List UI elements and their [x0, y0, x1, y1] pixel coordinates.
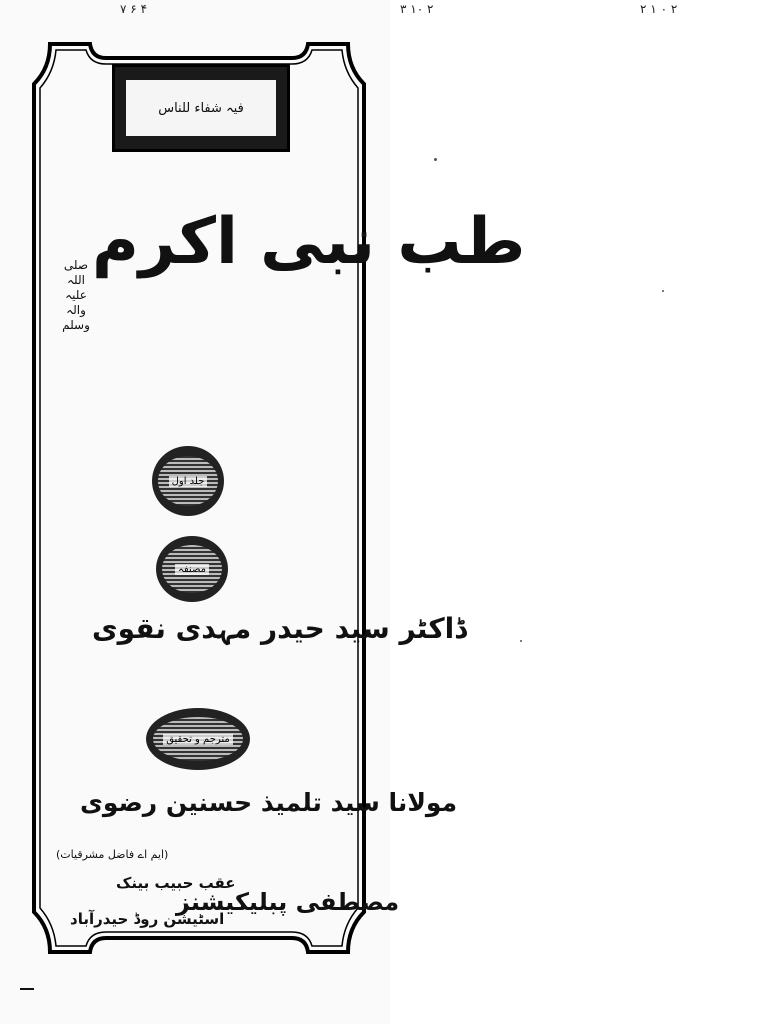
author-oval [156, 536, 228, 602]
translator-oval [146, 708, 250, 770]
page-mark-top-right: ۲ ۰ ۱ ۲ [640, 2, 678, 16]
volume-oval [152, 446, 224, 516]
translator-name: مولانا سید تلمیذ حسنین رضوی [80, 788, 458, 817]
publisher-name: مصطفی پبلیکیشنز [176, 888, 400, 916]
translator-qualification: (ایم اے فاضل مشرقیات) [56, 848, 169, 861]
volume-label: جلد اول [169, 476, 208, 487]
cover-banner [112, 64, 290, 152]
book-title: طب نبی اکرم [92, 205, 526, 279]
publisher-address-line-2: اسٹیشن روڈ حیدرآباد [70, 910, 225, 928]
publisher-address-line-1: عقب حبیب بینک [116, 874, 236, 892]
right-page [390, 0, 768, 1024]
page-mark-top-middle: ۲ ۱۰ ۳ [400, 2, 434, 16]
page-mark-top-left: ۴ ۶ ۷ [120, 2, 148, 16]
author-name: ڈاکٹر سید حیدر مہدی نقوی [92, 612, 467, 645]
banner-text: فیہ شفاء للناس [126, 80, 276, 136]
scan-mark [20, 988, 34, 990]
scan-speck [520, 640, 522, 642]
scan-speck [434, 158, 437, 161]
translator-heading-label: مترجم و تحقیق [163, 734, 233, 745]
salutation-text: صلی اللہ علیہ والہ وسلم [62, 258, 90, 332]
scan-speck [662, 290, 664, 292]
author-heading-label: مصنفہ [175, 564, 209, 575]
